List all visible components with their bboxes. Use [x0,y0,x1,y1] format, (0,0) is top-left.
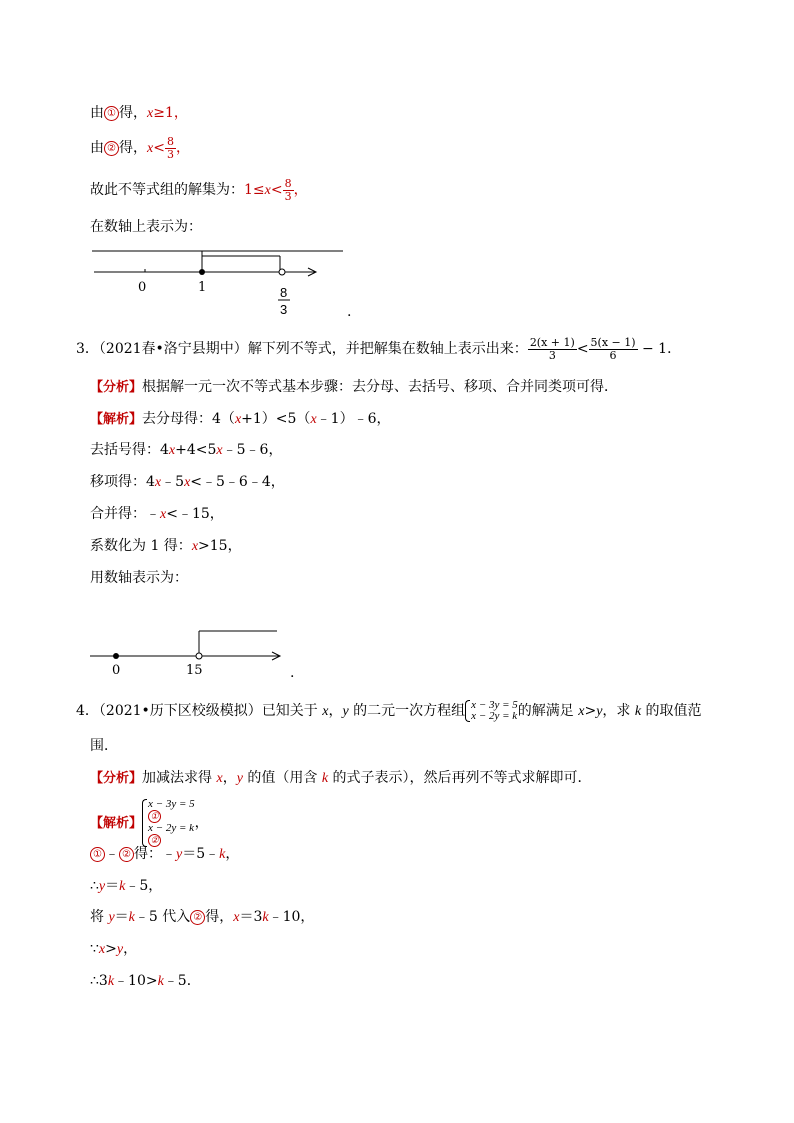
equation-2: x − 2y = k [148,822,195,834]
var-x: x [233,910,240,925]
fraction-right [589,337,638,362]
text: ，求 [602,703,635,719]
math-text: − 1． [637,341,682,357]
fraction-8-3 [283,178,294,203]
text: <﹣15， [166,506,224,522]
axis-arrow [272,652,280,660]
var-x: x [234,412,242,427]
solution-line-2 [90,131,190,166]
text: ∴3 [90,973,108,989]
text: 加减法求得 [142,770,217,786]
text: ∴ [90,878,99,894]
analysis-label: 【分析】 [90,380,143,395]
text: ﹣10， [268,909,315,925]
text: ﹣5． [163,973,201,989]
circled-1: ① [90,847,105,862]
circled-2: ② [119,847,134,862]
var-k: k [219,847,226,862]
var-k: k [107,974,115,989]
var-k: k [321,771,329,786]
var-k: k [634,704,642,719]
var-x: x [310,412,317,427]
math-text: ≥1， [153,105,188,121]
period: . [347,304,352,320]
circled-2: ② [148,834,161,847]
text: ﹣5 代入 [134,909,191,925]
var-y: y [116,942,124,957]
q4-step-3 [90,908,314,927]
text: 合并得：﹣ [90,506,160,522]
math-text: 1≤ [244,182,265,198]
hollow-point-15 [196,653,202,659]
var-x: x [216,771,223,786]
equation-2: x − 2y = k [471,710,518,722]
text: ﹣5， [125,878,163,894]
solution-label: 【解析】 [90,816,143,831]
text: ﹣1）﹣6， [316,411,391,427]
text: 得：﹣ [134,846,176,862]
axis-label-0: 0 [112,663,121,678]
text: 的值（用含 [242,770,322,786]
text: +4<5 [175,442,217,458]
text: ， [123,941,138,957]
text: <﹣5﹣6﹣4， [190,474,285,490]
q4-step-1 [90,845,239,864]
circled-2: ② [104,141,119,156]
text: 系数化为 1 得： [90,538,192,554]
text: ， [225,846,240,862]
axis-arrow [308,268,316,276]
text: 移项得：4 [90,474,155,490]
text: 的二元一次方程组 [348,703,466,719]
q3-step-5 [90,537,242,556]
numerator: 8 [284,176,292,190]
text: ﹣ [105,846,119,862]
var-y: y [176,847,183,862]
var-x: x [216,443,223,458]
text: ∵ [90,941,99,957]
denominator: 6 [609,348,617,362]
text: 由 [90,105,104,121]
q4-step-4 [90,940,137,959]
text: 去分母得：4（ [142,411,235,427]
text: 的式子表示），然后再列不等式求解即可． [328,770,592,786]
var-k: k [119,879,126,894]
question-number: 3． [76,341,99,357]
text: 去括号得：4 [90,442,169,458]
solution-label: 【解析】 [90,412,143,427]
text: +1）<5（ [241,411,311,427]
text: 将 [90,909,109,925]
equation-1: x − 3y = 5 [471,699,518,711]
denominator: 3 [548,348,556,362]
text: ﹣5 [161,474,185,490]
text: ＝5﹣ [182,846,220,862]
question-source: （2021•历下区校级模拟） [98,703,262,719]
var-k: k [128,910,135,925]
denominator: 3 [284,189,292,203]
q3-step-2 [90,441,282,460]
solution-set-line [90,173,308,208]
text: ＝ [105,878,120,894]
equation-system [465,700,518,722]
var-x: x [322,704,329,719]
q4-analysis [90,769,591,788]
equation-system-labeled [142,799,195,847]
q3-step-3 [90,473,285,492]
text: >15， [198,538,242,554]
text: ﹣5﹣6， [222,442,283,458]
question-source: （2021春•洛宁县期中） [98,341,248,357]
var-x: x [147,106,154,121]
q3-step-1 [90,410,390,429]
axis-label-1: 1 [198,280,207,295]
question-text: 解下列不等式，并把解集在数轴上表示出来： [247,341,528,357]
number-line-intro: 在数轴上表示为： [90,219,202,235]
circled-1: ① [104,106,119,121]
text: 的取值范 [641,703,702,719]
var-x: x [160,507,167,522]
circled-1: ① [148,810,161,823]
var-x: x [264,183,271,198]
var-y: y [342,704,349,719]
fraction-8-3 [165,136,176,161]
hollow-point [279,269,285,275]
equation-1: x − 3y = 5 [148,798,195,810]
denominator: 3 [166,147,174,161]
text: 得， [119,105,147,121]
var-y: y [98,879,106,894]
text: ， [194,815,209,831]
math-text: < [270,182,283,198]
text: 由 [90,140,104,156]
q4-step-5 [90,972,201,991]
text: 得， [205,909,234,925]
text: ﹣10> [114,973,158,989]
var-x: x [154,475,162,490]
numerator: 2(x + 1) [529,335,575,349]
q4-step-2 [90,877,162,896]
var-x: x [191,539,199,554]
var-y: y [596,704,603,719]
circled-2: ② [190,910,205,925]
text: 已知关于 [261,703,323,719]
text: 的解满足 [517,703,579,719]
solution-line-1 [90,104,188,123]
solid-point [199,269,205,275]
period: . [290,665,295,681]
question-4 [76,699,702,724]
var-y: y [108,910,115,925]
q4-solution-system [90,799,209,847]
text: ＝ [114,909,129,925]
var-x: x [168,443,176,458]
math-text: < [576,341,589,357]
var-k: k [157,974,164,989]
var-k: k [262,910,269,925]
var-x: x [184,475,191,490]
var-y: y [236,771,243,786]
text: 故此不等式组的解集为： [90,182,244,198]
math-text: ， [293,182,308,198]
analysis-text: 根据解一元一次不等式基本步骤：去分母、去括号、移项、合并同类项可得． [142,379,619,395]
origin-point [113,653,119,659]
axis-label-0: 0 [138,280,147,295]
axis-label-numerator: 8 [280,285,288,300]
question-4-continued: 围． [90,738,118,754]
numerator: 5(x − 1) [590,335,636,349]
q3-step-6: 用数轴表示为： [90,570,188,586]
math-text: ， [175,140,190,156]
math-text: < [153,140,165,156]
var-x: x [578,704,585,719]
text: ， [222,770,237,786]
text: 得， [119,140,147,156]
axis-label-denominator: 3 [280,302,288,317]
text: ， [328,703,343,719]
q3-step-4 [90,505,224,524]
text: > [105,941,117,957]
text: > [584,703,597,719]
analysis-label: 【分析】 [90,771,143,786]
text: ＝3 [239,909,263,925]
fraction-left [528,337,577,362]
axis-label-15: 15 [186,663,203,678]
question-number: 4． [76,703,99,719]
q3-analysis [90,378,618,397]
var-x: x [98,942,106,957]
question-3 [76,331,681,367]
numerator: 8 [166,134,174,148]
var-x: x [147,141,154,156]
